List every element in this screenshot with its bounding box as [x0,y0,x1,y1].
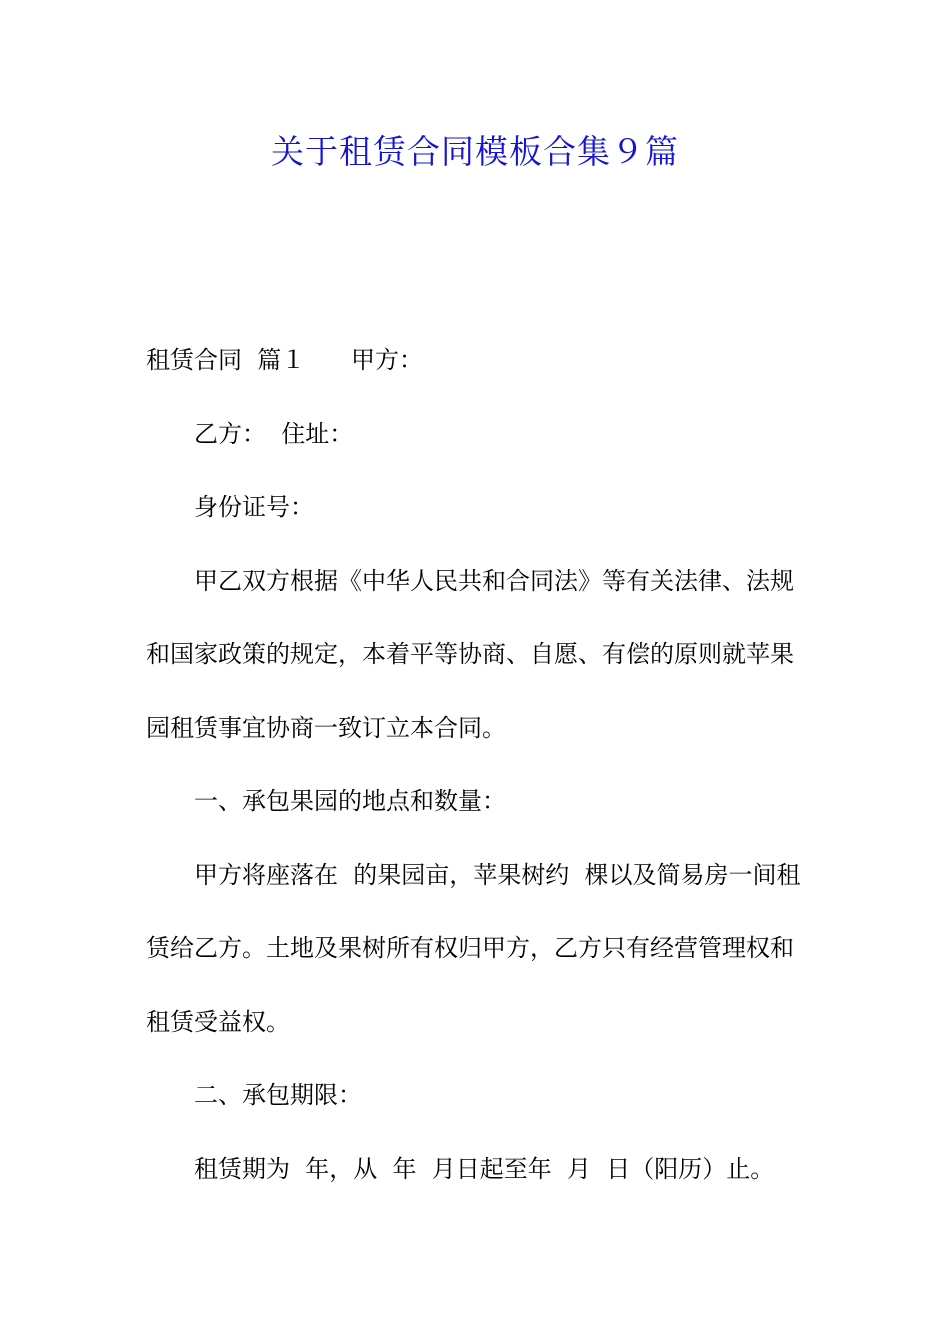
body-line: 和国家政策的规定，本着平等协商、自愿、有偿的原则就苹果 [146,640,794,668]
body-line: 赁给乙方。土地及果树所有权归甲方，乙方只有经营管理权和 [146,934,794,962]
body-line: 园租赁事宜协商一致订立本合同。 [146,713,506,742]
body-line: 乙方： 住址： [194,419,354,448]
body-line: 租赁合同 篇１ 甲方： [146,346,424,374]
section-heading: 二、承包期限： [194,1081,362,1109]
document-body [146,336,806,1218]
body-line: 甲方将座落在 的果园亩，苹果树约 棵以及简易房一间租 [194,860,801,889]
body-line: 身份证号： [194,493,314,521]
body-line: 租赁受益权。 [146,1007,290,1036]
body-line: 租赁期为 年，从 年 月日起至年 月 日（阳历）止。 [194,1154,775,1183]
section-heading: 一、承包果园的地点和数量： [194,787,506,815]
document-title: 关于租赁合同模板合集９篇 [271,132,679,171]
body-line: 甲乙双方根据《中华人民共和合同法》等有关法律、法规 [194,566,794,595]
